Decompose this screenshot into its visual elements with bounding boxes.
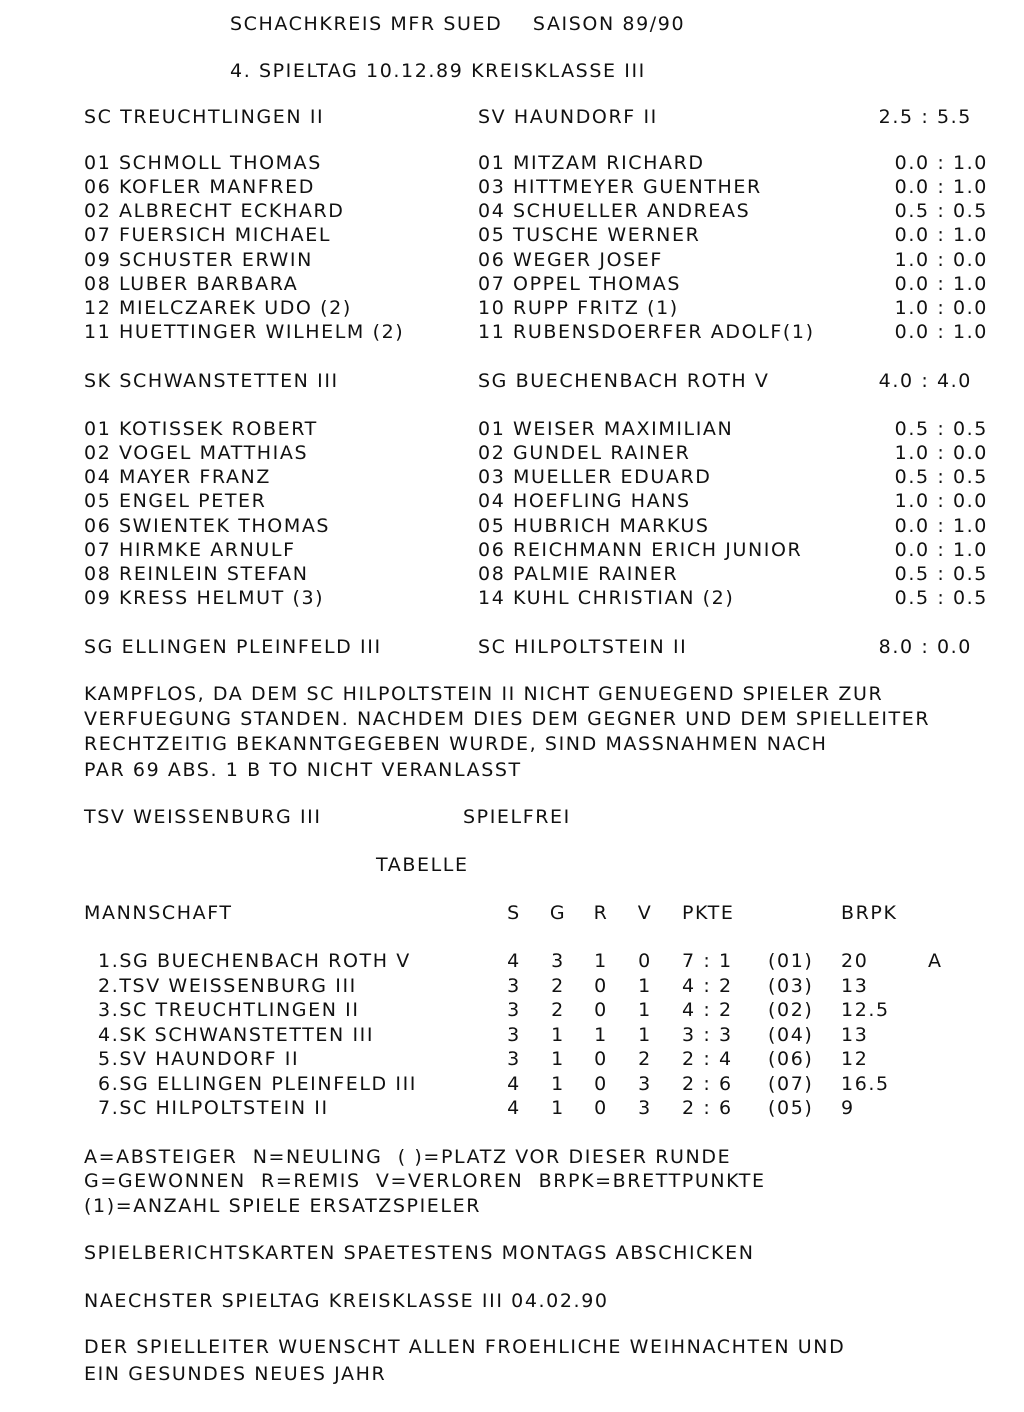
forfeit-note-line: PAR 69 ABS. 1 B TO NICHT VERANLASST <box>84 759 522 781</box>
cell-won: 2 <box>551 999 565 1021</box>
board-result: 0.0 : 1.0 <box>894 176 988 198</box>
board-home-player: 07 FUERSICH MICHAEL <box>84 224 332 246</box>
cell-lost: 1 <box>638 1024 652 1046</box>
board-home-player: 02 ALBRECHT ECKHARD <box>84 200 345 222</box>
forfeit-note-line: RECHTZEITIG BEKANNTGEGEBEN WURDE, SIND MASSNAHMEN NACH <box>84 733 828 755</box>
board-away-player: 14 KUHL CHRISTIAN (2) <box>478 587 735 609</box>
board-away-player: 04 HOEFLING HANS <box>478 490 691 512</box>
board-away-player: 05 TUSCHE WERNER <box>478 224 701 246</box>
header-lost: V <box>637 902 653 924</box>
board-away-player: 01 MITZAM RICHARD <box>478 152 705 174</box>
cell-lost: 1 <box>638 999 652 1021</box>
board-home-player: 06 KOFLER MANFRED <box>84 176 315 198</box>
board-home-player: 08 REINLEIN STEFAN <box>84 563 309 585</box>
match-away-team: SC HILPOLTSTEIN II <box>478 636 688 658</box>
match-score: 8.0 : 0.0 <box>878 636 972 658</box>
cell-played: 3 <box>507 1024 521 1046</box>
board-home-player: 08 LUBER BARBARA <box>84 273 299 295</box>
board-home-player: 04 MAYER FRANZ <box>84 466 271 488</box>
bye-team: TSV WEISSENBURG III <box>84 806 322 828</box>
header-won: G <box>549 902 567 924</box>
cell-won: 1 <box>551 1024 565 1046</box>
cell-previous-rank: (03) <box>768 975 814 997</box>
next-matchday: NAECHSTER SPIELTAG KREISKLASSE III 04.02.90 <box>84 1290 609 1312</box>
cell-points: 4 : 2 <box>682 999 733 1021</box>
cell-board-points: 12.5 <box>841 999 890 1021</box>
cell-board-points: 13 <box>841 1024 869 1046</box>
cell-points: 2 : 6 <box>682 1097 733 1119</box>
board-result: 1.0 : 0.0 <box>894 490 988 512</box>
bye-label: SPIELFREI <box>463 806 571 828</box>
cell-points: 2 : 6 <box>682 1073 733 1095</box>
forfeit-note-line: KAMPFLOS, DA DEM SC HILPOLTSTEIN II NICHT GENUEGEND SPIELER ZUR <box>84 683 884 705</box>
cell-drawn: 0 <box>594 1097 608 1119</box>
board-home-player: 12 MIELCZAREK UDO (2) <box>84 297 352 319</box>
cell-team: 3.SC TREUCHTLINGEN II <box>98 999 360 1021</box>
board-away-player: 07 OPPEL THOMAS <box>478 273 682 295</box>
header-board-points: BRPK <box>841 902 898 924</box>
board-result: 0.0 : 1.0 <box>894 321 988 343</box>
header-title-line: SCHACHKREIS MFR SUED SAISON 89/90 <box>230 13 686 35</box>
cell-won: 1 <box>551 1097 565 1119</box>
legend-line: G=GEWONNEN R=REMIS V=VERLOREN BRPK=BRETTPUNKTE <box>84 1170 766 1192</box>
cell-previous-rank: (06) <box>768 1048 814 1070</box>
match-score: 2.5 : 5.5 <box>878 106 972 128</box>
cell-played: 4 <box>507 1073 521 1095</box>
cell-team: 5.SV HAUNDORF II <box>98 1048 300 1070</box>
cell-previous-rank: (05) <box>768 1097 814 1119</box>
cell-previous-rank: (02) <box>768 999 814 1021</box>
board-away-player: 01 WEISER MAXIMILIAN <box>478 418 734 440</box>
match-home-team: SK SCHWANSTETTEN III <box>84 370 339 392</box>
cell-drawn: 1 <box>594 1024 608 1046</box>
board-result: 0.0 : 1.0 <box>894 539 988 561</box>
cell-points: 2 : 4 <box>682 1048 733 1070</box>
cell-board-points: 12 <box>841 1048 869 1070</box>
cell-previous-rank: (07) <box>768 1073 814 1095</box>
cell-lost: 3 <box>638 1097 652 1119</box>
cell-played: 3 <box>507 1048 521 1070</box>
header-matchday-line: 4. SPIELTAG 10.12.89 KREISKLASSE III <box>230 60 646 82</box>
cell-team: 6.SG ELLINGEN PLEINFELD III <box>98 1073 417 1095</box>
report-card-notice: SPIELBERICHTSKARTEN SPAETESTENS MONTAGS ABSCHICKEN <box>84 1242 755 1264</box>
cell-drawn: 0 <box>594 1048 608 1070</box>
cell-previous-rank: (01) <box>768 950 814 972</box>
board-home-player: 07 HIRMKE ARNULF <box>84 539 296 561</box>
cell-won: 1 <box>551 1048 565 1070</box>
cell-board-points: 9 <box>841 1097 855 1119</box>
legend-line: (1)=ANZAHL SPIELE ERSATZSPIELER <box>84 1195 482 1217</box>
board-result: 0.0 : 1.0 <box>894 273 988 295</box>
board-result: 0.5 : 0.5 <box>894 200 988 222</box>
cell-board-points: 13 <box>841 975 869 997</box>
cell-lost: 1 <box>638 975 652 997</box>
cell-team: 1.SG BUECHENBACH ROTH V <box>98 950 411 972</box>
board-home-player: 06 SWIENTEK THOMAS <box>84 515 331 537</box>
board-result: 0.0 : 1.0 <box>894 515 988 537</box>
cell-won: 3 <box>551 950 565 972</box>
cell-lost: 0 <box>638 950 652 972</box>
cell-points: 3 : 3 <box>682 1024 733 1046</box>
board-home-player: 05 ENGEL PETER <box>84 490 267 512</box>
forfeit-note-line: VERFUEGUNG STANDEN. NACHDEM DIES DEM GEGNER UND DEM SPIELLEITER <box>84 708 931 730</box>
board-home-player: 02 VOGEL MATTHIAS <box>84 442 309 464</box>
board-away-player: 06 REICHMANN ERICH JUNIOR <box>478 539 803 561</box>
cell-flag: A <box>928 950 943 972</box>
board-away-player: 11 RUBENSDOERFER ADOLF(1) <box>478 321 815 343</box>
cell-drawn: 0 <box>594 1073 608 1095</box>
cell-played: 3 <box>507 999 521 1021</box>
board-result: 0.0 : 1.0 <box>894 224 988 246</box>
cell-team: 2.TSV WEISSENBURG III <box>98 975 357 997</box>
cell-board-points: 20 <box>841 950 869 972</box>
board-away-player: 02 GUNDEL RAINER <box>478 442 691 464</box>
match-away-team: SG BUECHENBACH ROTH V <box>478 370 770 392</box>
board-away-player: 10 RUPP FRITZ (1) <box>478 297 679 319</box>
board-result: 0.5 : 0.5 <box>894 563 988 585</box>
legend-line: A=ABSTEIGER N=NEULING ( )=PLATZ VOR DIESER RUNDE <box>84 1146 732 1168</box>
cell-previous-rank: (04) <box>768 1024 814 1046</box>
cell-played: 4 <box>507 950 521 972</box>
board-home-player: 09 KRESS HELMUT (3) <box>84 587 325 609</box>
match-away-team: SV HAUNDORF II <box>478 106 658 128</box>
cell-drawn: 0 <box>594 975 608 997</box>
board-home-player: 01 KOTISSEK ROBERT <box>84 418 318 440</box>
board-away-player: 06 WEGER JOSEF <box>478 249 663 271</box>
board-home-player: 09 SCHUSTER ERWIN <box>84 249 313 271</box>
board-result: 0.5 : 0.5 <box>894 418 988 440</box>
header-team: MANNSCHAFT <box>84 902 233 924</box>
table-title: TABELLE <box>376 854 469 876</box>
cell-lost: 3 <box>638 1073 652 1095</box>
cell-team: 7.SC HILPOLTSTEIN II <box>98 1097 329 1119</box>
board-away-player: 03 MUELLER EDUARD <box>478 466 712 488</box>
board-result: 0.0 : 1.0 <box>894 152 988 174</box>
cell-drawn: 1 <box>594 950 608 972</box>
cell-won: 2 <box>551 975 565 997</box>
board-result: 0.5 : 0.5 <box>894 466 988 488</box>
board-result: 1.0 : 0.0 <box>894 249 988 271</box>
header-points: PKTE <box>682 902 735 924</box>
header-drawn: R <box>593 902 609 924</box>
board-away-player: 08 PALMIE RAINER <box>478 563 679 585</box>
cell-lost: 2 <box>638 1048 652 1070</box>
board-away-player: 04 SCHUELLER ANDREAS <box>478 200 751 222</box>
board-result: 1.0 : 0.0 <box>894 442 988 464</box>
cell-played: 3 <box>507 975 521 997</box>
board-home-player: 11 HUETTINGER WILHELM (2) <box>84 321 405 343</box>
cell-points: 7 : 1 <box>682 950 733 972</box>
cell-board-points: 16.5 <box>841 1073 890 1095</box>
board-result: 1.0 : 0.0 <box>894 297 988 319</box>
match-home-team: SG ELLINGEN PLEINFELD III <box>84 636 382 658</box>
board-home-player: 01 SCHMOLL THOMAS <box>84 152 322 174</box>
cell-points: 4 : 2 <box>682 975 733 997</box>
board-away-player: 03 HITTMEYER GUENTHER <box>478 176 762 198</box>
match-score: 4.0 : 4.0 <box>878 370 972 392</box>
greeting-line: DER SPIELLEITER WUENSCHT ALLEN FROEHLICHE WEIHNACHTEN UND <box>84 1336 846 1358</box>
cell-won: 1 <box>551 1073 565 1095</box>
cell-drawn: 0 <box>594 999 608 1021</box>
board-result: 0.5 : 0.5 <box>894 587 988 609</box>
greeting-line: EIN GESUNDES NEUES JAHR <box>84 1363 387 1385</box>
header-played: S <box>507 902 521 924</box>
cell-played: 4 <box>507 1097 521 1119</box>
match-home-team: SC TREUCHTLINGEN II <box>84 106 325 128</box>
cell-team: 4.SK SCHWANSTETTEN III <box>98 1024 375 1046</box>
board-away-player: 05 HUBRICH MARKUS <box>478 515 710 537</box>
